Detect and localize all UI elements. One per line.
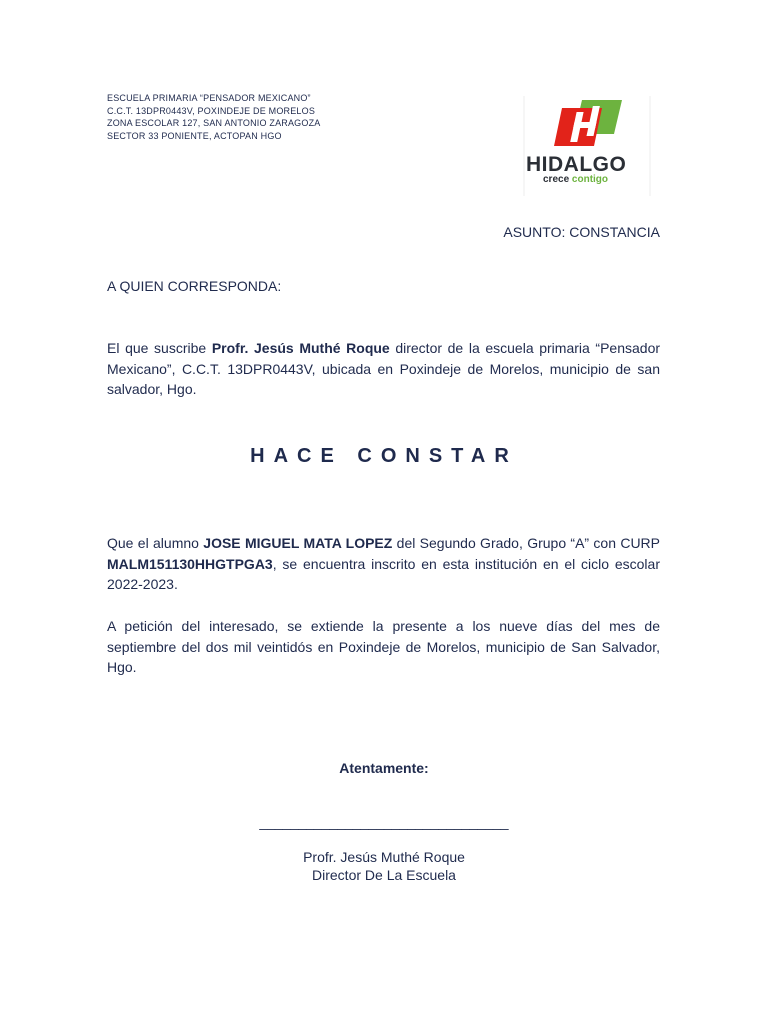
closing-phrase: Atentamente: <box>339 760 429 776</box>
paragraph-student-intro: Que el alumno <box>107 535 204 551</box>
logo-tagline-contigo: contigo <box>571 174 609 185</box>
paragraph-student <box>107 533 660 595</box>
header-line-school: ESCUELA PRIMARIA “PENSADOR MEXICANO” <box>107 93 311 103</box>
signer-title: Director De La Escuela <box>312 867 456 883</box>
salutation: A QUIEN CORRESPONDA: <box>107 278 282 294</box>
header-line-zone: ZONA ESCOLAR 127, SAN ANTONIO ZARAGOZA <box>107 118 321 128</box>
document-heading: HACE CONSTAR <box>250 445 518 467</box>
paragraph-director-intro: El que suscribe <box>107 340 212 356</box>
logo-tagline <box>543 174 608 185</box>
director-name: Profr. Jesús Muthé Roque <box>211 340 390 356</box>
signer-name: Profr. Jesús Muthé Roque <box>303 849 465 865</box>
header-line-cct: C.C.T. 13DPR0443V, POXINDEJE DE MORELOS <box>107 105 316 116</box>
paragraph-director-rest: director de la escuela primaria “Pensador Mexicano”, C.C.T. 13DPR0443V, ubicada en Poxindeje de Morelos, municipio de san salvador, Hgo. <box>107 340 661 397</box>
student-curp: MALM151130HHGTPGA3 <box>107 555 273 572</box>
paragraph-director <box>107 338 660 400</box>
student-name: JOSE MIGUEL MATA LOPEZ <box>203 535 393 551</box>
header-line-sector: SECTOR 33 PONIENTE, ACTOPAN HGO <box>107 130 282 141</box>
paragraph-issuance: A petición del interesado, se extiende la presente a los nueve días del mes de septiembre del dos mil veintidós en Poxindeje de Morelos, municipio de San Salvador, Hgo. <box>107 618 660 675</box>
signature-line: ________________________________ <box>259 814 509 830</box>
signature-block <box>0 848 768 884</box>
subject-line: ASUNTO: CONSTANCIA <box>503 224 660 240</box>
paragraph-student-rest: , se encuentra inscrito en esta institución en el ciclo escolar 2022-2023. <box>107 555 660 592</box>
logo-tagline-crece: crece <box>543 174 570 185</box>
logo-wordmark: HIDALGO <box>526 153 627 176</box>
school-header <box>107 92 321 142</box>
paragraph-student-middle: del Segundo Grado, Grupo “A” con CURP <box>392 535 661 551</box>
